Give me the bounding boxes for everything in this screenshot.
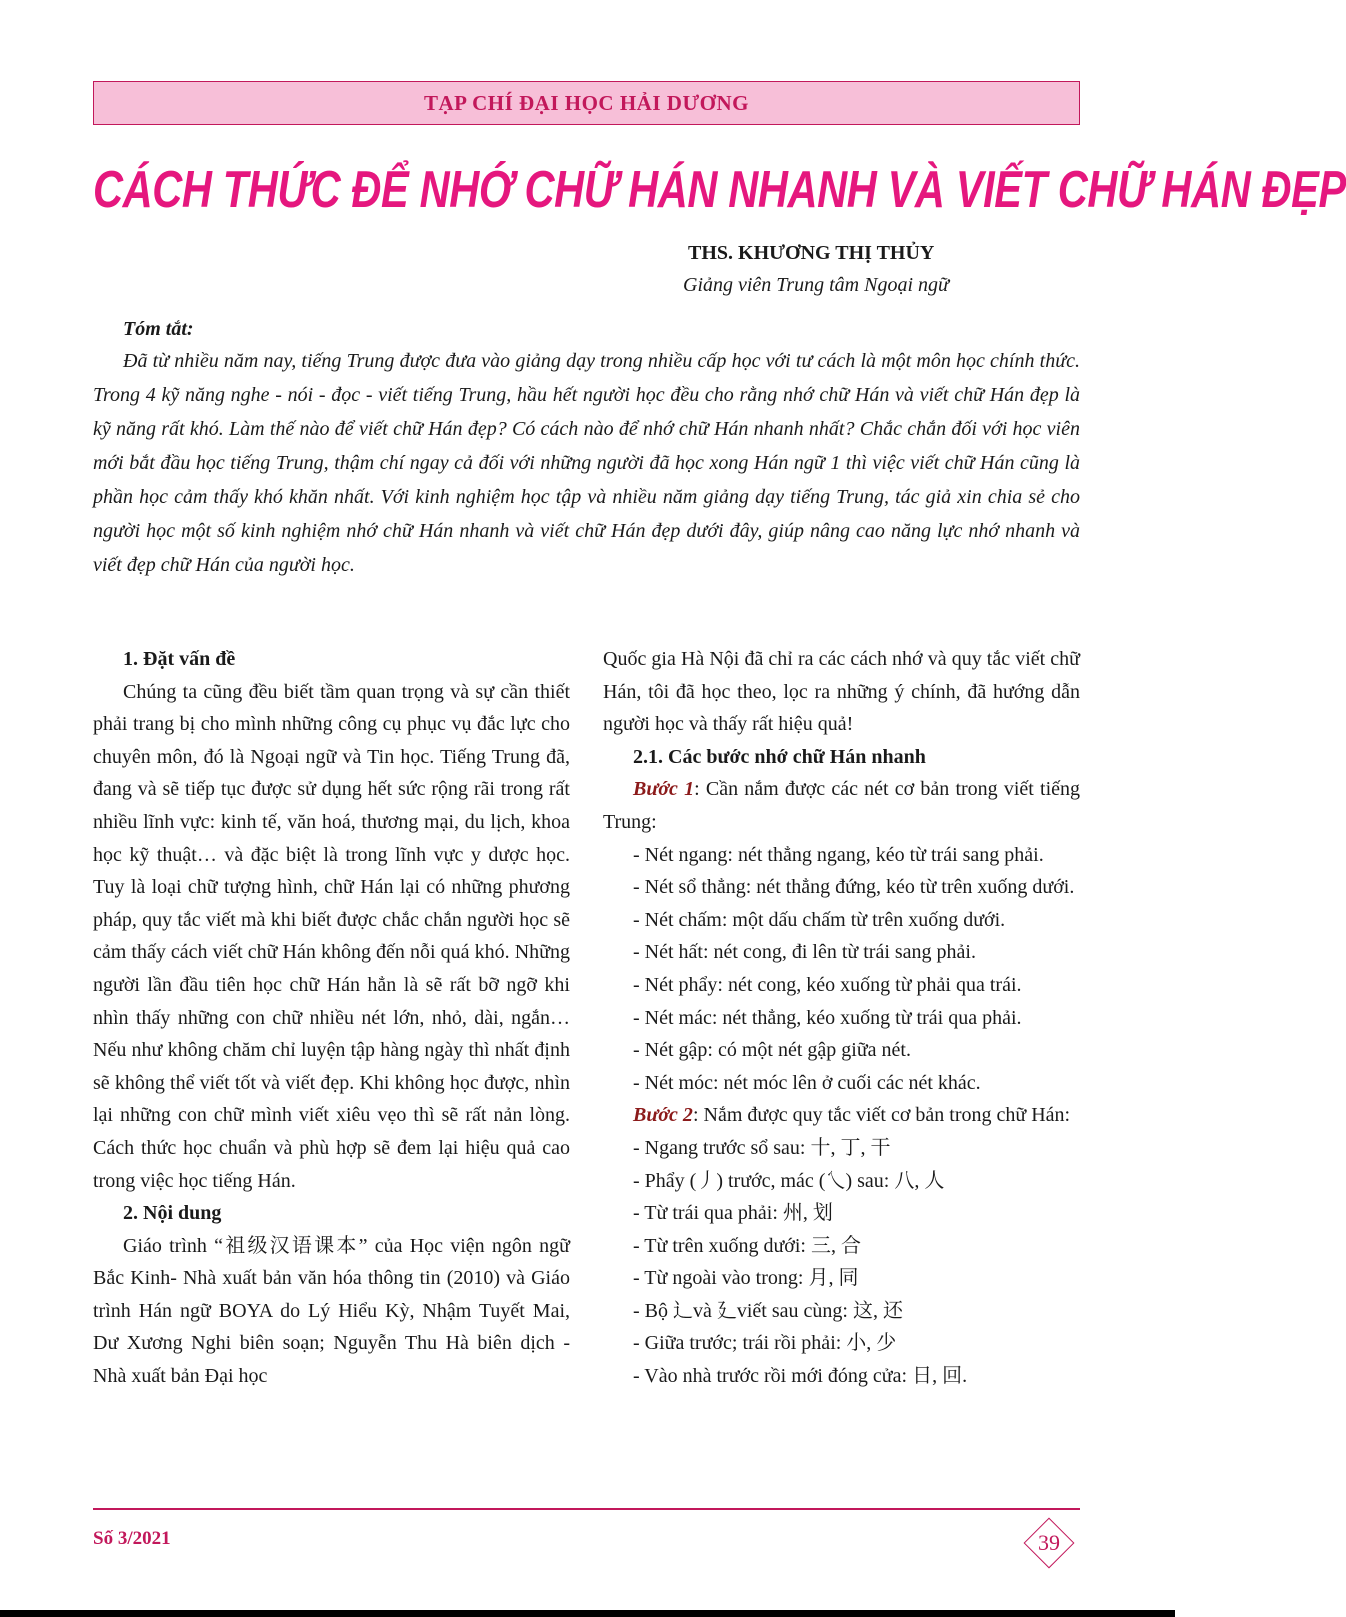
author-name: THS. KHƯƠNG THỊ THỦY [688,242,935,264]
abstract-text: Đã từ nhiều năm nay, tiếng Trung được đưa vào giảng dạy trong nhiều cấp học với tư cách là một môn học chính thức. Trong 4 kỹ năng nghe - nói - đọc - viết tiếng Trung, hầu hết người học đều cho rằng nhớ chữ Hán và viết chữ Hán đẹp là kỹ năng rất khó. Làm thế nào để viết chữ Hán đẹp? Có cách nào để nhớ chữ Hán nhanh nhất? Chắc chắn đối với học viên mới bắt đầu học tiếng Trung, thậm chí ngay cả đối với những người đã học xong Hán ngữ 1 thì việc viết chữ Hán cũng là phần học cảm thấy khó khăn nhất. Với kinh nghiệm học tập và nhiều năm giảng dạy tiếng Trung, tác giả xin chia sẻ cho người học một số kinh nghiệm nhớ chữ Hán nhanh và viết chữ Hán đẹp dưới đây, giúp nâng cao năng lực nhớ nhanh và viết đẹp chữ Hán của người học. [93,350,1080,576]
section-2-paragraph-continued: Quốc gia Hà Nội đã chỉ ra các cách nhớ và quy tắc viết chữ Hán, tôi đã học theo, lọc ra những ý chính, đã hướng dẫn người học và thấy rất hiệu quả! [603,648,1080,736]
page-number: 39 [1038,1530,1060,1555]
right-column [603,643,1080,1393]
article-title: CÁCH THỨC ĐỂ NHỚ CHỮ HÁN NHANH VÀ VIẾT CHỮ HÁN ĐẸP [93,161,1346,219]
stroke-item: - Nét chấm: một dấu chấm từ trên xuống dưới. [633,908,1006,931]
stroke-item: - Nét ngang: nét thẳng ngang, kéo từ trái sang phải. [633,843,1044,866]
stroke-item: - Nét hất: nét cong, đi lên từ trái sang phải. [633,941,976,964]
step-2-text: : Nắm được quy tắc viết cơ bản trong chữ Hán: [692,1104,1071,1127]
bottom-scan-edge [0,1610,1175,1617]
footer-divider [93,1508,1080,1510]
section-heading-2: 2. Nội dung [123,1202,222,1225]
abstract-heading: Tóm tắt: [123,318,194,340]
rule-item: - Ngang trước sổ sau: 十, 丁, 干 [633,1136,891,1159]
left-column [93,643,570,1393]
author-affiliation: Giảng viên Trung tâm Ngoại ngữ [683,274,949,296]
step-2-label: Bước 2 [633,1104,693,1127]
rule-item: - Từ trên xuống dưới: 三, 合 [633,1234,861,1257]
rule-item: - Từ trái qua phải: 州, 划 [633,1202,833,1225]
step-1-text: : Cần nắm được các nét cơ bản trong viết tiếng Trung: [603,778,1081,833]
stroke-item: - Nét gập: có một nét gập giữa nét. [633,1039,911,1062]
step-1-label: Bước 1 [633,778,695,801]
rule-item: - Vào nhà trước rồi mới đóng cửa: 日, 回. [633,1365,968,1388]
stroke-item: - Nét sổ thẳng: nét thẳng đứng, kéo từ trên xuống dưới. [633,876,1075,899]
stroke-item: - Nét phẩy: nét cong, kéo xuống từ phải qua trái. [633,973,1022,996]
rule-item: - Phẩy (丿) trước, mác (乀) sau: 八, 人 [633,1169,945,1192]
issue-number: Số 3/2021 [93,1528,171,1549]
stroke-item: - Nét mác: nét thẳng, kéo xuống từ trái qua phải. [633,1006,1022,1029]
step-2-paragraph [603,1099,1080,1132]
section-1-paragraph: Chúng ta cũng đều biết tầm quan trọng và sự cần thiết phải trang bị cho mình những công cụ phục vụ đắc lực cho chuyên môn, đó là Ngoại ngữ và Tin học. Tiếng Trung đã, đang và sẽ tiếp tục được sử dụng hết sức rộng rãi trong rất nhiều lĩnh vực: kinh tế, văn hoá, thương mại, du lịch, khoa học kỹ thuật… và đặc biệt là trong lĩnh vực y dược học. Tuy là loại chữ tượng hình, chữ Hán lại có những phương pháp, quy tắc viết mà khi biết được chắc chắn người học sẽ cảm thấy cách viết chữ Hán không đến nỗi quá khó. Những người lần đầu tiên học chữ Hán hẳn là sẽ rất bỡ ngỡ khi nhìn thấy những con chữ nhiều nét lớn, nhỏ, dài, ngắn… Nếu như không chăm chỉ luyện tập hàng ngày thì nhất định sẽ không thể viết tốt và viết đẹp. Khi không học được, nhìn lại những con chữ mình viết xiêu vẹo thì sẽ rất nản lòng. Cách thức học chuẩn và phù hợp sẽ đem lại hiệu quả cao trong việc học tiếng Hán. [93,680,570,1192]
subsection-heading-2-1: 2.1. Các bước nhớ chữ Hán nhanh [633,745,926,768]
rule-item: - Từ ngoài vào trong: 月, 同 [633,1267,859,1290]
section-2-paragraph: Giáo trình “祖级汉语课本” của Học viện ngôn ngữ Bắc Kinh- Nhà xuất bản văn hóa thông tin (2010) và Giáo trình Hán ngữ BOYA do Lý Hiểu Kỳ, Nhậm Tuyết Mai, Dư Xương Nghi biên soạn; Nguyễn Thu Hà biên dịch - Nhà xuất bản Đại học [93,1234,570,1388]
journal-header: TẠP CHÍ ĐẠI HỌC HẢI DƯƠNG [424,90,749,115]
journal-header-band [93,81,1080,125]
rule-item: - Giữa trước; trái rồi phải: 小, 少 [633,1332,897,1355]
rule-item: - Bộ 辶và 廴viết sau cùng: 这, 还 [633,1299,903,1322]
stroke-item: - Nét móc: nét móc lên ở cuối các nét khác. [633,1071,981,1094]
section-heading-1: 1. Đặt vấn đề [123,648,236,670]
step-1-paragraph [603,773,1080,838]
